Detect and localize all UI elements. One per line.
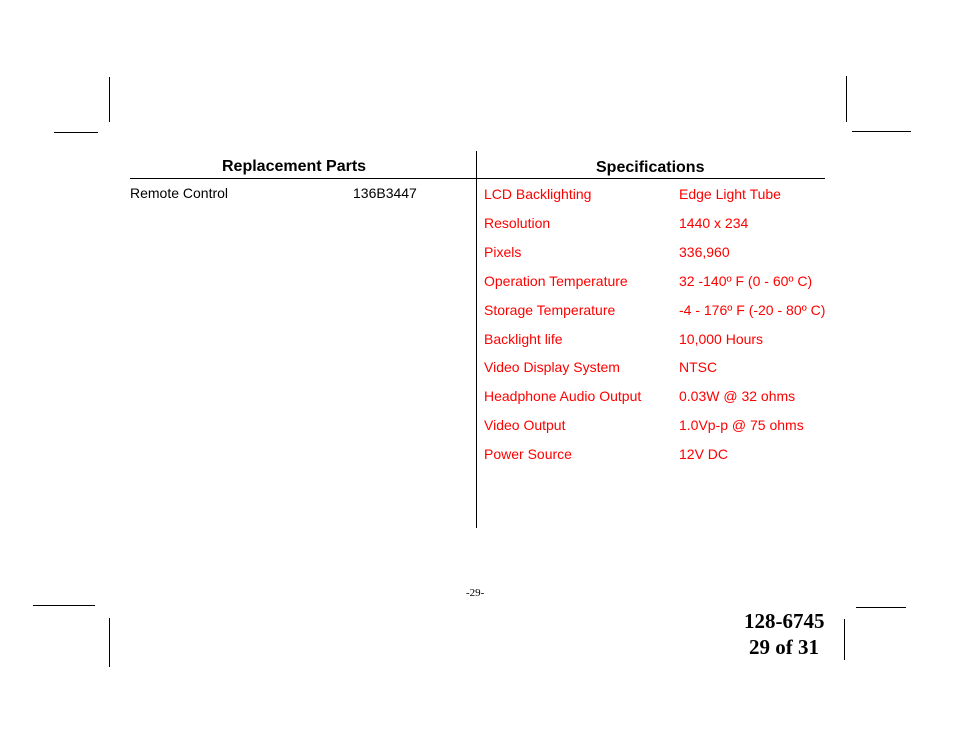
part-name: Remote Control bbox=[130, 185, 229, 201]
spec-value: NTSC bbox=[679, 359, 718, 375]
spec-label: LCD Backlighting bbox=[484, 186, 592, 202]
crop-mark-bottom-left-vertical bbox=[109, 618, 110, 667]
spec-label: Power Source bbox=[484, 446, 572, 462]
document-number: 128-6745 bbox=[744, 609, 825, 633]
replacement-parts-rule bbox=[130, 178, 476, 179]
spec-value: 10,000 Hours bbox=[679, 331, 764, 347]
spec-label: Headphone Audio Output bbox=[484, 388, 642, 404]
crop-mark-top-left-vertical bbox=[109, 77, 110, 122]
spec-value: 336,960 bbox=[679, 244, 730, 260]
crop-mark-top-right-horizontal bbox=[852, 131, 911, 132]
spec-label: Operation Temperature bbox=[484, 273, 628, 289]
part-number: 136B3447 bbox=[353, 185, 417, 201]
crop-mark-bottom-right-vertical bbox=[844, 619, 845, 660]
spec-value: 0.03W @ 32 ohms bbox=[679, 388, 796, 404]
spec-value: Edge Light Tube bbox=[679, 186, 781, 202]
crop-mark-bottom-left-horizontal bbox=[33, 605, 95, 606]
page-marker: -29- bbox=[466, 587, 485, 599]
crop-mark-top-left-horizontal bbox=[54, 132, 98, 133]
replacement-parts-heading: Replacement Parts bbox=[222, 158, 367, 175]
spec-value: 1440 x 234 bbox=[679, 215, 749, 231]
spec-label: Pixels bbox=[484, 244, 522, 260]
crop-mark-top-right-vertical bbox=[846, 76, 847, 122]
spec-label: Video Output bbox=[484, 417, 566, 433]
page-count: 29 of 31 bbox=[749, 635, 819, 659]
crop-mark-bottom-right-horizontal bbox=[856, 607, 906, 608]
spec-label: Storage Temperature bbox=[484, 302, 616, 318]
spec-value: 1.0Vp-p @ 75 ohms bbox=[679, 417, 804, 433]
spec-value: 12V DC bbox=[679, 446, 729, 462]
specifications-heading: Specifications bbox=[596, 159, 705, 176]
spec-label: Backlight life bbox=[484, 331, 563, 347]
specifications-rule bbox=[476, 178, 825, 179]
spec-value: 32 -140º F (0 - 60º C) bbox=[679, 273, 813, 289]
spec-label: Video Display System bbox=[484, 359, 620, 375]
spec-label: Resolution bbox=[484, 215, 551, 231]
spec-value: -4 - 176º F (-20 - 80º C) bbox=[679, 302, 826, 318]
column-divider bbox=[476, 151, 477, 528]
